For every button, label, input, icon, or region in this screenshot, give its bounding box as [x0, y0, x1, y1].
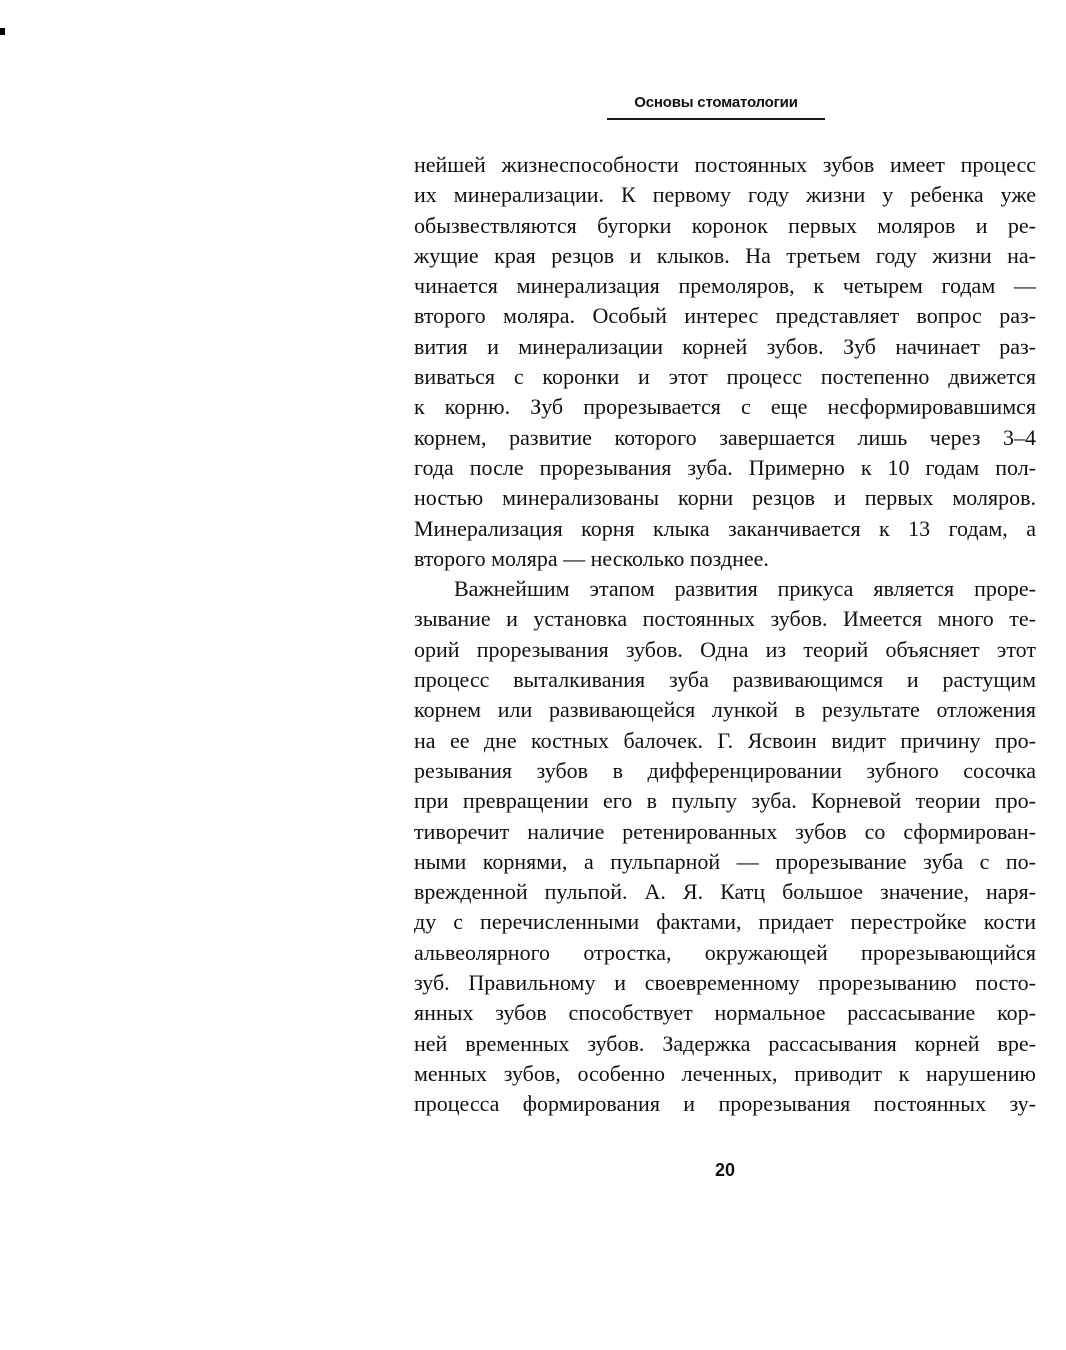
text-line: процесс выталкивания зуба развивающимся и растущим	[414, 667, 1036, 693]
text-line: ностью минерализованы корни резцов и первых моляров.	[414, 485, 1036, 511]
text-line: обызвествляются бугорки коронок первых моляров и ре-	[414, 212, 1036, 238]
text-line: тиворечит наличие ретенированных зубов со сформирован-	[414, 818, 1036, 844]
paragraph-1	[414, 150, 1036, 574]
paragraph-2	[414, 574, 1036, 1119]
text-line: года после прорезывания зуба. Примерно к 10 годам пол-	[414, 454, 1036, 480]
text-line: второго моляра. Особый интерес представляет вопрос раз-	[414, 303, 1036, 329]
text-line: ными корнями, а пульпарной — прорезывание зуба с по-	[414, 848, 1036, 874]
text-line: второго моляра — несколько позднее.	[414, 545, 769, 571]
text-line: альвеолярного отростка, окружающей прорезывающийся	[414, 939, 1036, 965]
text-line: нейшей жизнеспособности постоянных зубов имеет процесс	[414, 152, 1036, 177]
text-line: ду с перечисленными фактами, придает перестройке кости	[414, 909, 1036, 935]
text-line: при превращении его в пульпу зуба. Корневой теории про-	[414, 788, 1036, 814]
text-line: зывание и установка постоянных зубов. Имеется много те-	[414, 606, 1036, 632]
body-text	[414, 150, 1036, 1120]
text-line: Важнейшим этапом развития прикуса является проре-	[454, 576, 1036, 602]
text-line: Минерализация корня клыка заканчивается к 13 годам, а	[414, 515, 1036, 541]
text-line: процесса формирования и прорезывания постоянных зу-	[414, 1091, 1036, 1117]
running-header-title: Основы стоматологии	[634, 94, 798, 111]
text-line: янных зубов способствует нормальное рассасывание кор-	[414, 1000, 1036, 1026]
text-line: менных зубов, особенно леченных, приводит к нарушению	[414, 1060, 1036, 1086]
text-line: их минерализации. К первому году жизни у ребенка уже	[414, 182, 1036, 208]
text-line: корнем, развитие которого завершается лишь через 3–4	[414, 424, 1036, 450]
text-line: жущие края резцов и клыков. На третьем году жизни на-	[414, 242, 1036, 268]
text-line: чинается минерализация премоляров, к четырем годам —	[414, 273, 1036, 299]
text-line: зуб. Правильному и своевременному прорезыванию посто-	[414, 970, 1036, 996]
text-line: к корню. Зуб прорезывается с еще несформировавшимся	[414, 394, 1036, 420]
text-line: виваться с коронки и этот процесс постепенно движется	[414, 364, 1036, 390]
running-header	[607, 92, 825, 120]
text-line: резывания зубов в дифференцировании зубного сосочка	[414, 757, 1036, 783]
page-number-value: 20	[714, 1160, 736, 1180]
text-line: врежденной пульпой. А. Я. Катц большое значение, наря-	[414, 879, 1036, 905]
page-number	[700, 1158, 750, 1182]
text-line: ней временных зубов. Задержка рассасывания корней вре-	[414, 1030, 1036, 1056]
scan-corner-mark	[0, 28, 5, 35]
text-line: орий прорезывания зубов. Одна из теорий объясняет этот	[414, 636, 1036, 662]
text-line: на ее дне костных балочек. Г. Ясвоин видит причину про-	[414, 727, 1036, 753]
text-line: вития и минерализации корней зубов. Зуб начинает раз-	[414, 333, 1036, 359]
text-line: корнем или развивающейся лункой в результате отложения	[414, 697, 1036, 723]
